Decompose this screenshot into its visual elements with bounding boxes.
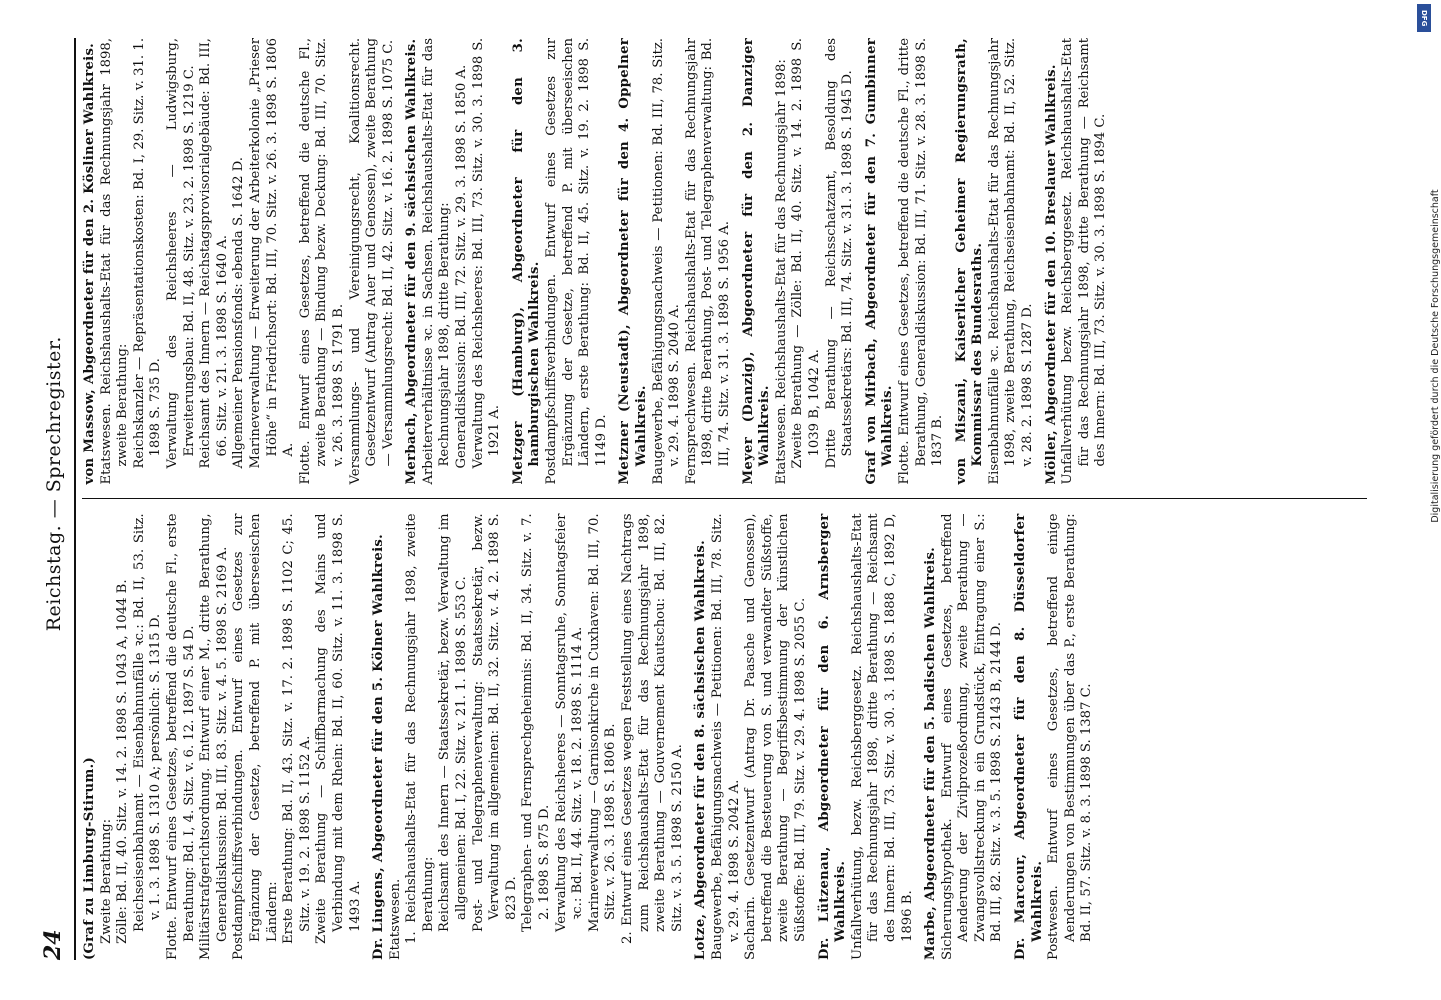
entry-line: Baugewerbe, Befähigungsnachweis — Petitionen: Bd. III, 78. Sitz. v. 29. 4. 1898 S. 2042 A.: [709, 513, 742, 960]
entry-line: Etatswesen. Reichshaushalts-Etat für das Rechnungsjahr 1898, zweite Berathung:: [98, 37, 131, 485]
entry-line: Etatswesen.: [387, 878, 403, 960]
entry-line: Erste Berathung: Bd. II, 43. Sitz. v. 17. 2. 1898 S. 1102 C; 45. Sitz. v. 19. 2. 1898 S. 1152 A.: [281, 513, 313, 944]
running-title: Reichstag. — Sprechregister.: [43, 336, 65, 632]
entry-line: Zweite Berathung — Zölle: Bd. II, 40. Sitz. v. 14. 2. 1898 S. 1039 B, 1042 A.: [790, 37, 822, 469]
register-entry: [511, 38, 611, 485]
speaker-name: von Miszani, Kaiserlicher Geheimer Regierungsrath, Kommissar des Bundesraths.: [953, 37, 986, 485]
entry-line: Arbeiterverhältnisse ꝛc. in Sachsen. Reichshaushalts-Etat für das Rechnungsjahr 1898, dritte Berathung:: [420, 37, 453, 485]
entry-line: 2. Entwurf eines Gesetzes wegen Feststellung eines Nachtrags zum Reichshaushalts-Etat für das Rechnungsjahr 1898, zweite Berathung — Gouvernement Kiautschou: Bd. III, 82. Sitz. v. 3. 5. 1898 S. 2150 A.: [620, 513, 685, 944]
register-entry: [954, 38, 1037, 485]
speaker-name: Lotze, Abgeordneter für den 8. sächsischen Wahlkreis.: [693, 539, 709, 960]
entry-line: Reichskanzler — Repräsentationskosten: Bd. I, 29. Sitz. v. 31. 1. 1898 S. 735 D.: [131, 37, 164, 469]
register-entry: [693, 513, 809, 960]
page-number: 24: [40, 929, 66, 960]
entry-line: Sacharin. Gesetzentwurf (Antrag Dr. Paasche und Genossen), betreffend die Besteuerung von S. und verwandter Süßstoffe, zweite Berathung — Begriffsbestimmung der künstlichen Süßstoffe: Bd. III, 79. Sitz. v. 29. 4. 1898 S. 2055 C.: [743, 513, 808, 960]
entry-line: Marineverwaltung — Garnisonkirche in Cuxhaven: Bd. III, 70. Sitz. v. 26. 3. 1898 S. 1806 B.: [586, 513, 619, 932]
dfg-logo: DFG: [1417, 4, 1431, 32]
entry-line: Zweite Berathung:: [98, 818, 114, 944]
entry-line: Postdampfschiffsverbindungen. Entwurf eines Gesetzes zur Ergänzung der Gesetze, betreffend P. mit überseeischen Ländern, erste Berathung: Bd. II, 45. Sitz. v. 19. 2. 1898 S. 1149 D.: [544, 37, 609, 485]
two-column-body: [82, 38, 1367, 960]
entry-line: Marineverwaltung — Erweiterung der Arbeiterkolonie „Prieser Höhe“ in Friedrichsort: Bd. III, 70. Sitz. v. 26. 3. 1898 S. 1806 A.: [247, 37, 297, 469]
entry-line: Flotte. Entwurf eines Gesetzes, betreffend die deutsche Fl., zweite Berathung — Bindung bezw. Deckung: Bd. III, 70. Sitz. v. 26. 3. 1898 S. 1791 B.: [297, 37, 346, 485]
column-divider: [82, 499, 1367, 500]
entry-line: Postwesen. Entwurf eines Gesetzes, betreffend einige Aenderungen von Bestimmungen über das P., erste Berathung: Bd. II, 57. Sitz. v. 8. 3. 1898 S. 1387 C.: [1046, 513, 1095, 960]
speaker-name: Merbach, Abgeordneter für den 9. sächsischen Wahlkreis.: [404, 38, 420, 485]
register-entry: [741, 38, 857, 485]
digitization-note: Digitalisierung gefördert durch die Deutsche Forschungsgemeinschaft: [1430, 189, 1441, 523]
register-entry: [817, 513, 917, 960]
entry-line: Zweite Berathung — Schiffbarmachung des Mains und Verbindung mit dem Rhein: Bd. II, 60. Sitz. v. 11. 3. 1898 S. 1493 A.: [314, 513, 363, 944]
entry-line: Militärstrafgerichtsordnung. Entwurf einer M., dritte Berathung, Generaldiskussion: Bd. III, 83. Sitz. v. 4. 5. 1898 S. 2169 A.: [198, 513, 230, 960]
entry-line: Allgemeiner Pensionsfonds: ebenda S. 1642 D.: [231, 157, 247, 469]
entry-line: Baugewerbe, Befähigungsnachweis — Petitionen: Bd. III, 78. Sitz. v. 29. 4. 1898 S. 2040 A.: [650, 37, 683, 485]
register-entry: [1044, 38, 1110, 485]
speaker-name: von Massow, Abgeordneter für den 2. Kösliner Wahlkreis.: [82, 42, 97, 485]
register-entry: [617, 38, 733, 485]
speaker-name: (Graf zu Limburg-Stirum.): [82, 756, 97, 960]
register-entry: [82, 38, 397, 485]
entry-line: Telegraphen- und Fernsprechgeheimnis: Bd. II, 34. Sitz. v. 7. 2. 1898 S. 875 D.: [520, 513, 553, 932]
entry-line: Etatswesen. Reichshaushalts-Etat für das Rechnungsjahr 1898:: [773, 59, 789, 485]
entry-line: Verwaltung des Reichsheeres — Ludwigsburg, Erweiterungsbau: Bd. II, 48. Sitz. v. 23. 2. 1898 S. 1219 C.: [164, 37, 197, 469]
entry-line: Postdampfschiffsverbindungen. Entwurf eines Gesetzes zur Ergänzung der Gesetze, betreffend P. mit überseeischen Ländern:: [231, 513, 280, 960]
entry-line: 1. Reichshaushalts-Etat für das Rechnungsjahr 1898, zweite Berathung:: [404, 513, 436, 944]
speaker-name: Dr. Lützenau, Abgeordneter für den 6. Arnsberger Wahlkreis.: [816, 513, 849, 960]
digitization-credit: [1416, 6, 1441, 706]
entry-line: Unfallverhütung, bezw. Reichsberggesetz. Reichshaushalts-Etat für das Rechnungsjahr 1898, dritte Berathung — Reichsamt des Innern: Bd. III, 73. Sitz. v. 30. 3. 1898 S. 1888 C, 1892 D, 1896 B.: [849, 513, 915, 960]
register-entry: [371, 513, 686, 960]
register-entry: [864, 38, 947, 485]
page-header: [40, 38, 70, 960]
entry-line: Generaldiskussion: Bd. III, 72. Sitz. v. 29. 3. 1898 S. 1850 A.: [454, 64, 470, 469]
left-column: [82, 513, 1367, 960]
speaker-name: Marbe, Abgeordneter für den 5. badischen Wahlkreis.: [923, 546, 939, 960]
entry-line: Eisenbahnunfälle ꝛc. Reichshaushalts-Etat für das Rechnungsjahr 1898, zweite Berathung, Reichseisenbahnamt: Bd. II, 52. Sitz. v. 28. 2. 1898 S. 1287 D.: [986, 37, 1036, 485]
entry-line: Zölle: Bd. II, 40. Sitz. v. 14. 2. 1898 S. 1043 A, 1044 B.: [115, 579, 131, 944]
register-entry: [404, 38, 504, 485]
header-rule: [74, 38, 76, 960]
entry-line: Fernsprechwesen. Reichshaushalts-Etat für das Rechnungsjahr 1898, dritte Berathung, Post- und Telegraphenverwaltung: Bd. III, 74. Sitz. v. 31. 3. 1898 S. 1956 A.: [683, 37, 732, 485]
entry-line: Reichsamt des Innern — Reichstagsprovisorialgebäude: Bd. III, 66. Sitz. v. 21. 3. 1898 S. 1640 A.: [198, 37, 230, 469]
right-column: [82, 38, 1367, 485]
speaker-name: Dr. Lingens, Abgeordneter für den 5. Kölner Wahlkreis.: [371, 533, 387, 960]
entry-line: Sicherungshypothek. Entwurf eines Gesetzes, betreffend Aenderung der Zivilprozeßordnung, zweite Berathung — Zwangsvollstreckung in ein Grundstück, Eintragung einer S.: Bd. III, 82. Sitz. v. 3. 5. 1898 S. 2143 B, 2144 D.: [939, 513, 1005, 960]
entry-line: Flotte. Entwurf eines Gesetzes, betreffend die deutsche Fl., dritte Berathung, Generaldiskussion: Bd. III, 71. Sitz. v. 28. 3. 1898 S. 1837 B.: [896, 37, 946, 485]
entry-line: Verwaltung des Reichsheeres: Bd. III, 73. Sitz. v. 30. 3. 1898 S. 1921 A.: [470, 37, 503, 469]
entry-line: Dritte Berathung — Reichsschatzamt, Besoldung des Staatssekretärs: Bd. III, 74. Sitz. v. 31. 3. 1898 S. 1945 D.: [823, 37, 856, 469]
entry-line: Verwaltung des Reichsheeres — Sonntagsruhe, Sonntagsfeier ꝛc.: Bd. II, 44. Sitz. v. 18. 2. 1898 S. 1114 A.: [553, 513, 586, 932]
speaker-name: Dr. Marcour, Abgeordneter für den 8. Düsseldorfer Wahlkreis.: [1013, 513, 1045, 960]
register-entry: [923, 513, 1006, 960]
speaker-name: Meyer (Danzig), Abgeordneter für den 2. Danziger Wahlkreis.: [740, 37, 773, 485]
entry-line: Unfallverhütung bezw. Reichsberggesetz. Reichshaushalts-Etat für das Rechnungsjahr 1898, dritte Berathung — Reichsamt des Innern: Bd. III, 73. Sitz. v. 30. 3. 1898 S. 1894 C.: [1060, 37, 1109, 485]
speaker-name: Metzger (Hamburg), Abgeordneter für den 3. hamburgischen Wahlkreis.: [510, 37, 543, 485]
entry-line: Reichsamt des Innern — Staatssekretär, bezw. Verwaltung im allgemeinen: Bd. I, 22. Sitz. v. 21. 1. 1898 S. 553 C.: [437, 513, 470, 932]
speaker-name: Graf von Mirbach, Abgeordneter für den 7. Gumbinner Wahlkreis.: [863, 37, 896, 485]
speaker-name: Metzner (Neustadt), Abgeordneter für den 4. Oppelner Wahlkreis.: [617, 37, 649, 485]
entry-line: Post- und Telegraphenverwaltung: Staatssekretär, bezw. Verwaltung im allgemeinen: Bd. II, 32. Sitz. v. 4. 2. 1898 S. 823 D.: [470, 513, 519, 932]
speaker-name: Möller, Abgeordneter für den 10. Breslauer Wahlkreis.: [1043, 64, 1059, 485]
register-entry: [1013, 513, 1096, 960]
entry-line: Flotte. Entwurf eines Gesetzes, betreffend die deutsche Fl., erste Berathung: Bd. I, 4. Sitz. v. 6. 12. 1897 S. 54 D.: [164, 513, 197, 960]
entry-line: Reichseisenbahnamt — Eisenbahnunfälle ꝛc.: Bd. II, 53. Sitz. v. 1. 3. 1898 S. 1310 A; persönlich: S. 1315 D.: [131, 513, 164, 932]
register-entry: [82, 513, 364, 960]
entry-line: Versammlungs- und Vereinigungsrecht, Koalitionsrecht. Gesetzentwurf (Antrag Auer und Genossen), zweite Berathung — Versammlungsrecht: Bd. II, 42. Sitz. v. 16. 2. 1898 S. 1075 C.: [347, 37, 396, 485]
